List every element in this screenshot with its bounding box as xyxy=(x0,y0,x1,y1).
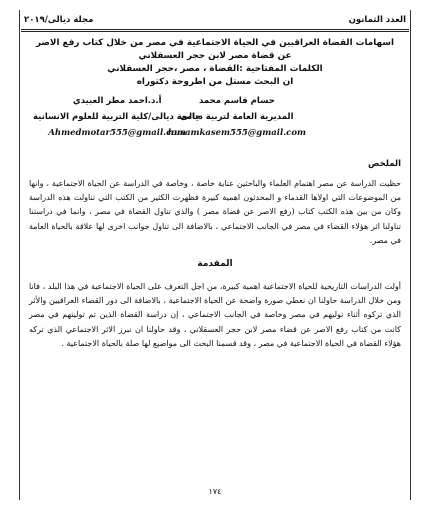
page-number: ١٧٤ xyxy=(208,487,222,496)
introduction-text: أولت الدراسات التاريخية للحياة الاجتماعية اهمية كبيرة، من اجل التعرف على الحياة الاجتماعية في هذا البلد ، فانا ومن خلال الدراسة حاولنا ان نعطي صورة واضحة عن الحياة الاجتماعية ، بالاضافة الى دور القضاء العراقيين والأثر الذي تركوه أثناء توليهم في مصر وخاصة في الجانب الاجتماعي ، إن دراسة القضاة الذين تم توليتهم في مصر كانت من كتاب رفع الاصر عن قضاء مصر لابن حجر العسقلاني ، وقد حاولنا ان نبرز الاثر الاجتماعي الذي تركه هؤلاء القضاة في الحياة الاجتماعية في مصر ، وقد قسمنا البحث الى مواضيع لها صلة بالحياة الاجتماعية . xyxy=(29,282,401,348)
author-2-name: أ.د.احمد مطر العبيدي xyxy=(72,96,162,106)
article-title-line-1: اسهامات القضاة العراقيين في الحياة الاجتماعية في مصر من خلال كتاب رفع الاصر xyxy=(35,38,395,48)
thesis-note: ان البحث مستل من اطروحة دكتوراه xyxy=(136,77,294,87)
author-2-affiliation: جامعة ديالى/كلية التربية للعلوم الانسانية xyxy=(33,112,202,122)
header-rule xyxy=(21,29,409,32)
author-1-email[interactable]: husamkasem555@gmail.com xyxy=(167,128,306,138)
running-header xyxy=(24,12,406,28)
article-title-line-2: عن قضاة مصر لابن حجر العسقلاني xyxy=(138,51,292,61)
keywords: الكلمات المفتاحية :القضاة ، مصر ،حجر العسقلاني xyxy=(107,64,323,74)
issue-number: العدد الثمانون xyxy=(348,15,406,25)
article-body xyxy=(29,37,401,351)
author-2 xyxy=(33,93,201,141)
abstract-label: الملخص xyxy=(368,159,401,169)
introduction-heading: المقدمة xyxy=(197,259,233,270)
journal-name: مجلة ديالى/٢٠١٩ xyxy=(24,15,94,25)
author-1-name: حسام قاسم محمد xyxy=(198,96,275,106)
author-2-email[interactable]: Ahmedmotar555@gmail.com xyxy=(48,128,186,138)
abstract-text: حظيت الدراسة عن مصر اهتمام العلماء والباحثين عناية خاصة ، وخاصة في الدراسة عن الحياة الاجتماعية ، وانها من الموضوعات التي اولاها القدماء و المحدثون اهمية كبيرة فظهرت الكثير من الكتب التي تناولت هذه الدراسة وكان من بين هذه الكتب كتاب (رفع الاصر عن قضاة مصر ) والذي تناول القضاة في مصر ، وانما في دراستنا تناولنا اثر هؤلاء القضاء في مصر في الجانب الاجتماعي ، بالاضافة الى تناول جوانب اخرى لها علاقة بالحياة العامة في مصر. xyxy=(29,179,402,245)
authors-block xyxy=(29,93,401,157)
author-1-affiliation: المديرية العامة لتربية ديالى xyxy=(180,112,294,122)
